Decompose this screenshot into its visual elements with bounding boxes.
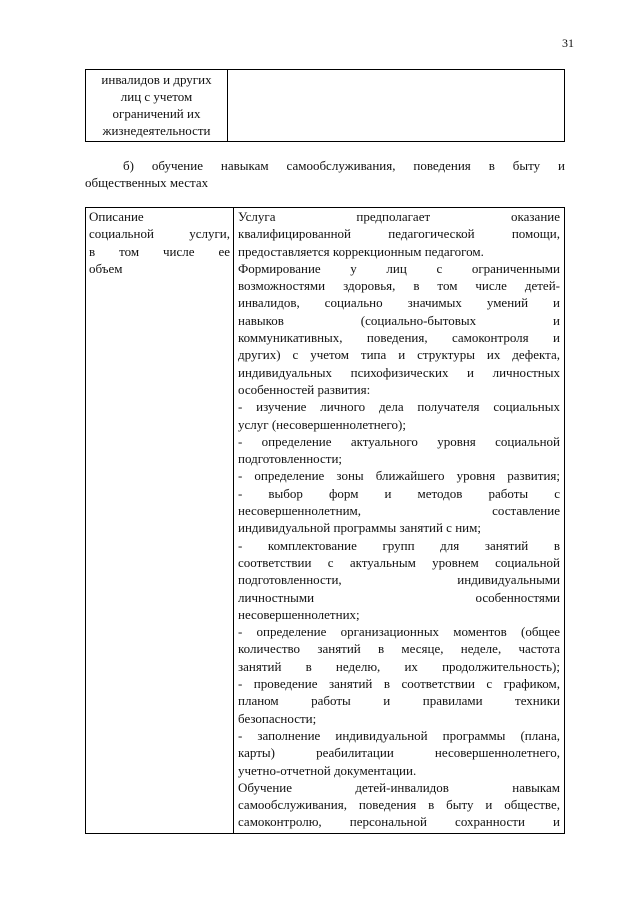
top-table-right-cell	[228, 70, 565, 142]
text-line: Формирование у лиц с ограниченными	[238, 260, 560, 276]
heading-line: б) обучение навыкам самообслуживания, поведения в быту и	[123, 158, 565, 173]
text-line: лиц с учетом	[120, 89, 193, 104]
text-line: - определение зоны ближайшего уровня развития;	[238, 468, 560, 484]
text-line: - определение организационных моментов (общее	[238, 624, 560, 640]
text-line: - проведение занятий в соответствии с графиком,	[238, 676, 560, 692]
text-line: безопасности;	[238, 710, 317, 726]
table-row	[86, 70, 565, 142]
section-heading	[85, 157, 565, 191]
text-line: квалифицированной педагогической помощи,	[238, 226, 560, 242]
text-line: - изучение личного дела получателя социальных	[238, 399, 560, 415]
text-line: подготовленности;	[238, 451, 343, 467]
text-line: жизнедеятельности	[102, 123, 211, 138]
text-line: несовершеннолетних;	[238, 606, 360, 622]
table-row	[86, 208, 565, 834]
service-description-label-cell	[86, 208, 234, 834]
text-line: коммуникативных, поведения, самоконтроля и	[238, 330, 560, 346]
text-line: самообслуживания, поведения в быту и обществе,	[238, 797, 560, 813]
text-line: учетно-отчетной документации.	[238, 762, 417, 778]
text-line: индивидуальных психофизических и личностных	[238, 364, 560, 380]
text-line: навыков (социально-бытовых и	[238, 312, 560, 328]
text-line: планом работы и правилами техники	[238, 693, 560, 709]
text-line: объем	[89, 260, 123, 276]
text-line: - определение актуального уровня социальной	[238, 433, 560, 449]
page-number: 31	[562, 36, 574, 50]
text-line: инвалидов, социально значимых умений и	[238, 295, 560, 311]
text-line: предоставляется коррекционным педагогом.	[238, 243, 484, 259]
text-line: несовершеннолетним, составление	[238, 503, 560, 519]
service-description-text-cell	[234, 208, 565, 834]
text-line: ограничений их	[112, 106, 201, 121]
text-line: Описание	[89, 209, 144, 224]
text-line: занятий в неделю, их продолжительность);	[238, 658, 560, 674]
text-line: подготовленности, индивидуальными	[238, 572, 560, 588]
top-table	[85, 69, 565, 142]
text-line: в том числе ее	[89, 243, 230, 259]
text-line: услуг (несовершеннолетнего);	[238, 416, 406, 432]
text-line: личностными особенностями	[238, 589, 560, 605]
text-line: других) с учетом типа и структуры их дефекта,	[238, 347, 560, 363]
text-line: количество занятий в месяце, неделе, частота	[238, 641, 560, 657]
text-line: Услуга предполагает оказание	[238, 209, 560, 224]
text-line: - заполнение индивидуальной программы (плана,	[238, 727, 560, 743]
main-table	[85, 207, 565, 834]
top-table-left-cell	[86, 70, 228, 142]
text-line: возможностями здоровья, в том числе детей-	[238, 278, 560, 294]
text-line: соответствии с актуальным уровнем социальной	[238, 554, 560, 570]
text-line: самоконтролю, персональной сохранности и	[238, 814, 560, 830]
text-line: - комплектование групп для занятий в	[238, 537, 560, 553]
heading-line: общественных местах	[85, 175, 209, 190]
text-line: инвалидов и других	[101, 72, 212, 87]
text-line: особенностей развития:	[238, 381, 371, 397]
text-line: социальной услуги,	[89, 226, 230, 242]
text-line: карты) реабилитации несовершеннолетнего,	[238, 745, 560, 761]
text-line: индивидуальной программы занятий с ним;	[238, 520, 481, 536]
text-line: - выбор форм и методов работы с	[238, 485, 560, 501]
text-line: Обучение детей-инвалидов навыкам	[238, 779, 560, 795]
